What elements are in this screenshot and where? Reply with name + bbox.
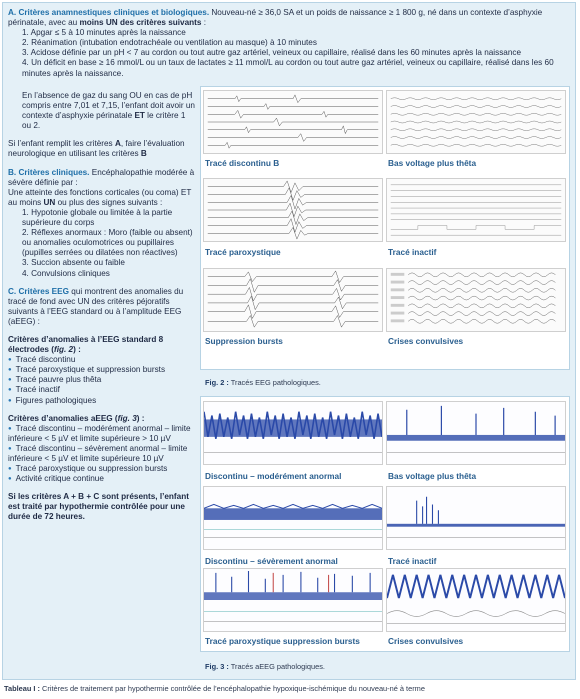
aeeg-heading-end: ) :: [136, 413, 145, 423]
if-criteria-b: B: [140, 149, 147, 159]
criteria-b-line2-end: ou plus des signes suivants :: [55, 197, 163, 207]
criteria-b-item: 2. Réflexes anormaux : Moro (faible ou absent) ou anomalies oculomotrices ou pupillaires (pupilles serrées ou dilatées non réactives): [22, 228, 193, 258]
fig2-trace-paroxystique: [203, 178, 383, 242]
criteria-b-heading: B. Critères cliniques.: [8, 167, 90, 177]
fig2-trace-suppression: [203, 268, 383, 332]
fig2-label: Suppression bursts: [205, 336, 283, 346]
fig3-label: Tracé inactif: [388, 556, 437, 566]
criteria-a-item: 3. Acidose définie par un pH < 7 au cordon ou tout autre gaz artériel, veineux ou capillaire, réalisé dans les 60 minutes après la naissance: [22, 48, 522, 58]
eeg-trace-graphic: [387, 179, 565, 241]
fig2-caption: [205, 378, 321, 387]
aeeg-item: ● Tracé paroxystique ou suppression bursts: [8, 464, 196, 474]
eeg-trace-graphic: [387, 91, 565, 153]
fig2-trace-crises: [386, 268, 566, 332]
fig2-trace-inactif: [386, 178, 566, 242]
aeeg-trace-graphic: [204, 569, 382, 631]
eeg-trace-graphic: [387, 269, 565, 331]
criteria-b-line2: [8, 188, 196, 208]
conclusion: Si les critères A + B + C sont présents, l’enfant est traité par hypothermie contrôlée pour une durée de 72 heures.: [8, 492, 189, 522]
aeeg-heading-pre: Critères d’anomalies aEEG (: [8, 413, 118, 423]
fig3-label: Crises convulsives: [388, 636, 464, 646]
criteria-c-intro: qui montrent des anomalies du tracé de fond avec UN des critères péjoratifs suivants à l’EEG standard ou à l’amplitude EEG (aEEG) :: [8, 286, 184, 326]
fig3-trace-discontinu-severe: [203, 486, 383, 550]
fig3-label: Bas voltage plus thêta: [388, 471, 477, 481]
eeg-trace-graphic: [204, 179, 382, 241]
aeeg-heading-fig: fig. 3: [117, 413, 137, 423]
aeeg-item: ● Activité critique continue: [8, 474, 196, 484]
fig3-caption-text: Tracés aEEG pathologiques.: [228, 662, 325, 671]
criteria-a-item: 2. Réanimation (intubation endotrachéale ou ventilation au masque) à 10 minutes: [22, 38, 317, 48]
fig3-trace-bas-voltage: [386, 401, 566, 465]
fig3-trace-discontinu-modere: [203, 401, 383, 465]
eeg-standard-item: ● Tracé inactif: [8, 385, 196, 395]
fig3-caption: [205, 662, 325, 671]
fig2-caption-bold: Fig. 2 :: [205, 378, 229, 387]
eeg-standard-item: ● Tracé pauvre plus thêta: [8, 375, 196, 385]
fig3-trace-inactif: [386, 486, 566, 550]
aeeg-item: ● Tracé discontinu – modérément anormal – limite inférieure < 5 µV et limite supérieure > 10 µV: [8, 424, 196, 444]
fig2-trace-discontinu: [203, 90, 383, 154]
eeg-standard-item: ● Tracé paroxystique et suppression bursts: [8, 365, 196, 375]
criteria-b-line2-pre: Une atteinte des fonctions corticales (ou coma) ET au moins: [8, 187, 192, 207]
fig3-label: Discontinu – modérément anormal: [205, 471, 342, 481]
aeeg-trace-graphic: [387, 569, 565, 631]
fig2-label: Bas voltage plus thêta: [388, 158, 477, 168]
criteria-a-intro-bold: moins UN des critères suivants: [79, 18, 202, 28]
criteria-b-item: 3. Succion absente ou faible: [22, 258, 125, 268]
fig3-label: Discontinu – sévèrement anormal: [205, 556, 338, 566]
fig3-caption-bold: Fig. 3 :: [205, 662, 229, 671]
if-criteria-mid: , faire l’évaluation neurologique en utilisant les critères: [8, 139, 185, 159]
criteria-a-heading: A. Critères anamnestiques cliniques et biologiques.: [8, 8, 210, 17]
eeg-standard-item: ● Figures pathologiques: [8, 396, 196, 406]
fig3-trace-crises: [386, 568, 566, 632]
eeg-trace-graphic: [204, 91, 382, 153]
eeg-standard-heading: [8, 335, 196, 355]
tableau-caption: [4, 684, 425, 693]
eeg-standard-heading-end: ) :: [73, 345, 81, 355]
criteria-b-item: 1. Hypotonie globale ou limitée à la partie supérieure du corps: [22, 207, 173, 228]
eeg-standard-heading-fig: fig. 2: [53, 345, 74, 355]
aeeg-trace-graphic: [387, 402, 565, 464]
aeeg-item: ● Tracé discontinu – sévèrement anormal – limite inférieure < 5 µV et limite supérieure 10 µV: [8, 444, 196, 464]
criteria-b-line2-bold: UN: [43, 197, 56, 207]
fig2-trace-bas-voltage: [386, 90, 566, 154]
if-criteria-paragraph: [8, 139, 196, 159]
aeeg-trace-graphic: [387, 487, 565, 549]
criteria-c-heading: C. Critères EEG: [8, 286, 69, 296]
eeg-standard-item: ● Tracé discontinu: [8, 355, 196, 365]
absence-bold: ET: [134, 111, 145, 121]
eeg-trace-graphic: [204, 269, 382, 331]
left-column: [8, 91, 196, 523]
criteria-a-item: 4. Un déficit en base ≥ 16 mmol/L ou un taux de lactates ≥ 11 mmol/L au cordon ou tout autre gaz artériel, veineux ou capillaire, réalisé dans les 60 minutes après la naissance.: [22, 58, 554, 78]
fig2-label: Tracé discontinu B: [205, 158, 280, 168]
fig3-trace-paroxystique: [203, 568, 383, 632]
if-criteria-text: Si l’enfant remplit les critères: [8, 139, 115, 149]
fig2-label: Tracé inactif: [388, 247, 437, 257]
criteria-b-intro: Encéphalopathie modérée à sévère définie par :: [8, 167, 195, 187]
tableau-label: Tableau I :: [4, 684, 40, 693]
aeeg-trace-graphic: [204, 402, 382, 464]
aeeg-heading: [8, 414, 196, 424]
criteria-a-item: 1. Apgar ≤ 5 à 10 minutes après la naissance: [22, 28, 186, 38]
aeeg-trace-graphic: [204, 487, 382, 549]
absence-end: le critère 1 ou 2.: [22, 111, 186, 131]
criteria-a-intro: Nouveau-né ≥ 36,0 SA et un poids de naissance ≥ 1 800 g, né dans un contexte d’asphyxie périnatale, avec au: [8, 8, 543, 28]
eeg-standard-heading-pre: Critères d’anomalies à l’EEG standard 8 électrodes (: [8, 334, 164, 355]
criteria-a-intro-end: :: [201, 18, 206, 28]
fig2-label: Tracé paroxystique: [205, 247, 281, 257]
absence-text: En l’absence de gaz du sang OU en cas de pH compris entre 7,01 et 7,15, l’enfant doit avoir un contexte d’asphyxie périnatale: [22, 91, 195, 121]
criteria-b-item: 4. Convulsions cliniques: [22, 268, 110, 278]
fig3-label: Tracé paroxystique suppression bursts: [205, 636, 360, 646]
criteria-a-section: [8, 8, 570, 79]
fig2-caption-text: Tracés EEG pathologiques.: [228, 378, 321, 387]
tableau-text: Critères de traitement par hypothermie contrôlée de l’encéphalopathie hypoxique-ischémique du nouveau-né à terme: [40, 684, 425, 693]
fig2-label: Crises convulsives: [388, 336, 464, 346]
if-criteria-a: A: [114, 139, 121, 149]
